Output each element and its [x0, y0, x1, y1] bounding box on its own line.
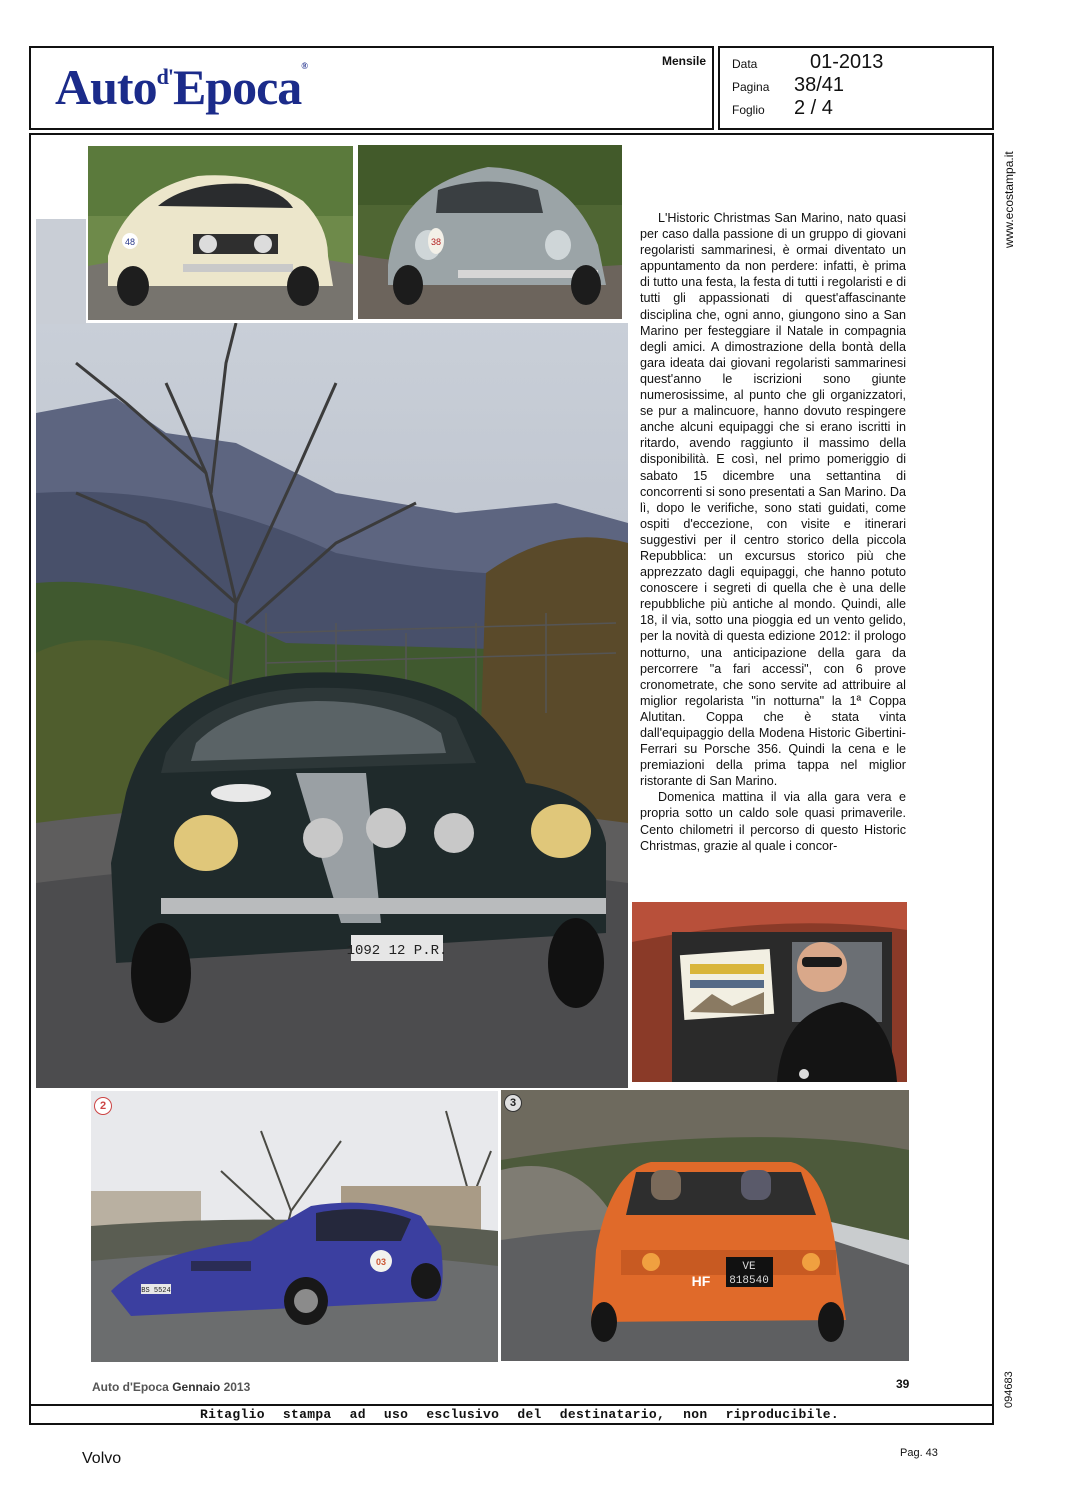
footer-issue-year: 2013 [223, 1380, 251, 1394]
car4-plate: BS 5524 [141, 1287, 171, 1295]
frequency-label: Mensile [661, 54, 706, 68]
sheet-value: 2 / 4 [794, 97, 833, 119]
logo-reg: ® [301, 61, 308, 71]
page-value: 38/41 [794, 74, 845, 96]
notice-divider [29, 1404, 994, 1406]
reproduction-notice: Ritaglio stampa ad uso esclusivo del destinatario, non riproducibile. [200, 1407, 839, 1422]
magazine-logo [55, 59, 308, 115]
logo-sup: d' [156, 64, 173, 89]
article-paragraph-2: Domenica mattina il via alla gara vera e propria sotto un caldo sole quasi primaverile. Cento chilometri il percorso di questo Historic Christmas, grazie al quale i concor- [640, 790, 906, 853]
date-label: Data [732, 57, 758, 71]
car5-plate-top: VE [742, 1261, 756, 1273]
page-label: Pagina [732, 80, 770, 94]
article-body [640, 210, 906, 854]
photo-blue-dino [91, 1091, 498, 1362]
car5-plate-bottom: 818540 [729, 1275, 769, 1287]
car1-number: 48 [124, 237, 136, 247]
sheet-label: Foglio [732, 103, 765, 117]
photo-label-2: 2 [94, 1097, 112, 1115]
photo-label-3: 3 [504, 1094, 522, 1112]
photo-beetle [358, 145, 622, 319]
photo-driver-sign [632, 902, 907, 1082]
masthead-box [29, 46, 714, 130]
photo-orange-lancia [501, 1090, 909, 1361]
article-paragraph-1: L'Historic Christmas San Marino, nato quasi per caso dalla passione di un gruppo di giovani regolaristi sammarinesi, è ormai diventato un appuntamento da non perdere: infatti, è prima di tutto una festa, la festa di tutti i regolaristi e di tutti gli appassionati di quest'affascinante disciplina che, ogni anno, giungono sino a San Marino per festeggiare il Natale in compagnia degli amici. A dimostrazione della bontà della gara ideata dai giovani regolaristi sammarinesi quest'anno le iscrizioni sono giunte numerosissime, al punto che gli organizzatori, se pur a malincuore, hanno dovuto respingere anche alcuni equipaggi che si erano iscritti in ritardo, avendo raggiunto il massimo della disponibilità. E così, nel primo pomeriggio di sabato 15 dicembre una settantina di concorrenti si sono presentati a San Marino. Da lì, dopo le verifiche, sono stati guidati, come ospiti d'eccezione, con visite e itinerari suggestivi per il centro storico della piccola Repubblica: un excursus storico più che apprezzato dagli equipaggi, che hanno potuto conoscere i segreti di quella che è una delle repubbliche più antiche al mondo. Quindi, alle 18, il via, sotto una pioggia ed un vento gelido, per la novità di questa edizione 2012: il prologo notturno, una anticipazione della gara da percorrere "a fari accessi", con 6 prove cronometrate, che sono servite ad attribuire al miglior regolarista "in notturna" la 1ª Coppa Alutitan. Coppa che è stata vinta dall'equipaggio della Modena Historic Gibertini-Ferrari su Porsche 356. Quindi la cena e le premiazioni della prima tappa nel miglior ristorante di San Marino. [640, 211, 907, 789]
date-value: 01-2013 [810, 51, 884, 73]
car5-badge: HF [691, 1273, 711, 1289]
website-vertical: www.ecostampa.it [1002, 151, 1016, 248]
photo-white-coupe [88, 146, 353, 320]
magazine-footer [92, 1380, 250, 1394]
client-name: Volvo [82, 1450, 122, 1467]
car3-plate: 1092 12 P.R. [346, 943, 448, 959]
code-vertical: 094683 [1003, 1371, 1015, 1408]
logo-main: Auto [55, 59, 157, 115]
car2-number: 38 [430, 237, 442, 247]
footer-page-number: 39 [896, 1377, 910, 1391]
pag-number: Pag. 43 [900, 1447, 938, 1459]
footer-issue-month: Gennaio [172, 1380, 221, 1394]
logo-end: Epoca [172, 59, 302, 115]
photo-left-strip [36, 219, 86, 324]
car4-badge: 03 [375, 1257, 387, 1267]
footer-magazine-name: Auto d'Epoca [92, 1380, 169, 1394]
photo-porsche-main [36, 323, 628, 1088]
meta-box [718, 46, 994, 130]
